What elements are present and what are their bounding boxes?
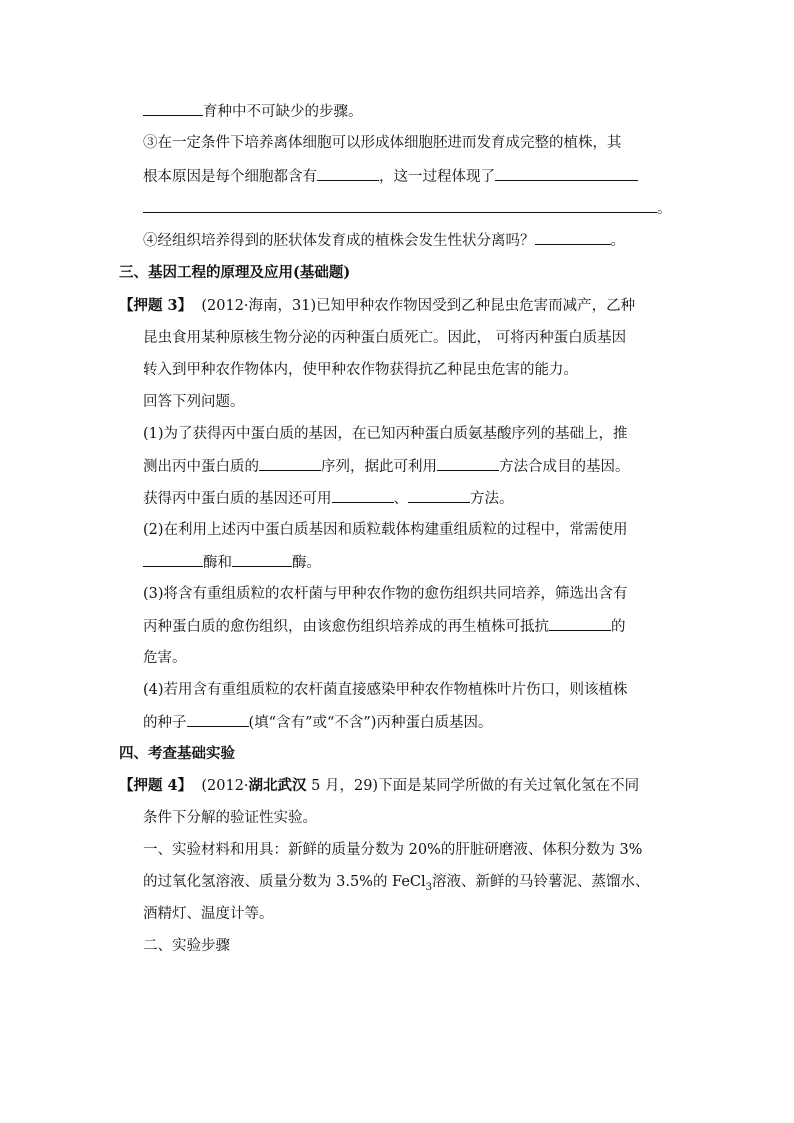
answer-blank[interactable]: [549, 616, 611, 631]
q-prev-item4: ④经组织培养得到的胚状体发育成的植株会发生性状分离吗？ 。: [143, 230, 625, 251]
answer-blank[interactable]: [143, 552, 203, 567]
question-tag: 【押题 3】: [119, 297, 193, 314]
q-prev-item3-line1: ③在一定条件下培养离体细胞可以形成体细胞胚进而发育成完整的植株，其: [143, 135, 622, 151]
answer-blank[interactable]: [495, 166, 638, 181]
section3-q1-line3: 获得丙中蛋白质的基因还可用 、 方法。: [143, 488, 514, 509]
section3-q3-line1: (3)将含有重组质粒的农杆菌与甲种农作物的愈伤组织共同培养，筛选出含有: [143, 586, 628, 602]
answer-blank[interactable]: [187, 712, 249, 727]
section3-answer-prompt: 回答下列问题。: [143, 394, 245, 410]
answer-blank[interactable]: [143, 198, 657, 213]
section4-steps-heading: 二、实验步骤: [143, 938, 230, 954]
section3-heading: 三、基因工程的原理及应用(基础题): [119, 264, 351, 281]
section4-heading: 四、考查基础实验: [119, 745, 235, 762]
section4-intro-line2: 条件下分解的验证性实验。: [143, 810, 317, 826]
section3-q2-line2: 酶和 酶。: [143, 552, 321, 573]
section3-q2-line1: (2)在利用上述丙中蛋白质基因和质粒载体构建重组质粒的过程中，常需使用: [143, 522, 628, 538]
section3-intro-line2: 昆虫食用某种原核生物分泌的丙种蛋白质死亡。因此， 可将丙种蛋白质基因: [143, 330, 627, 346]
answer-blank[interactable]: [317, 166, 379, 181]
answer-blank[interactable]: [437, 456, 499, 471]
answer-blank[interactable]: [232, 552, 292, 567]
answer-blank[interactable]: [259, 456, 321, 471]
section3-q4-line1: (4)若用含有重组质粒的农杆菌直接感染甲种农作物植株叶片伤口，则该植株: [143, 682, 628, 698]
section3-q1-line1: (1)为了获得丙中蛋白质的基因，在已知丙种蛋白质氨基酸序列的基础上，推: [143, 426, 628, 442]
section4-intro-line1: 【押题 4】 (2012·湖北武汉 5 月，29)下面是某同学所做的有关过氧化氢在不同: [119, 777, 640, 794]
section4-materials-line2: 的过氧化氢溶液、质量分数为 3.5%的 FeCl$_3$溶液、新鲜的马铃薯泥、蒸馏水、: [143, 874, 650, 893]
section3-q1-line2: 测出丙中蛋白质的 序列，据此可利用 方法合成目的基因。: [143, 456, 630, 477]
answer-blank[interactable]: [408, 488, 470, 503]
question-tag: 【押题 4】: [119, 777, 193, 794]
section4-materials-line3: 酒精灯、温度计等。: [143, 906, 274, 922]
section3-intro-line1: 【押题 3】 (2012·海南，31)已知甲种农作物因受到乙种昆虫危害而减产，乙种: [119, 297, 636, 314]
section4-materials-line1: 一、实验材料和用具：新鲜的质量分数为 20%的肝脏研磨液、体积分数为 3%: [143, 842, 643, 858]
section3-intro-line3: 转入到甲种农作物体内，使甲种农作物获得抗乙种昆虫危害的能力。: [143, 362, 578, 378]
section3-q3-line2: 丙种蛋白质的愈伤组织，由该愈伤组织培养成的再生植株可抵抗 的: [143, 616, 626, 637]
section3-q3-line3: 危害。: [143, 650, 187, 666]
answer-blank[interactable]: [143, 101, 203, 116]
answer-blank[interactable]: [332, 488, 394, 503]
section3-q4-line2: 的种子 (填“含有”或“不含”)丙种蛋白质基因。: [143, 712, 492, 733]
q-prev-line1: 育种中不可缺少的步骤。: [143, 101, 363, 122]
answer-blank[interactable]: [535, 230, 611, 245]
q-prev-item3-line2: 根本原因是每个细胞都含有 ，这一过程体现了: [143, 166, 638, 187]
q-prev-item3-line3: 。: [143, 198, 672, 219]
